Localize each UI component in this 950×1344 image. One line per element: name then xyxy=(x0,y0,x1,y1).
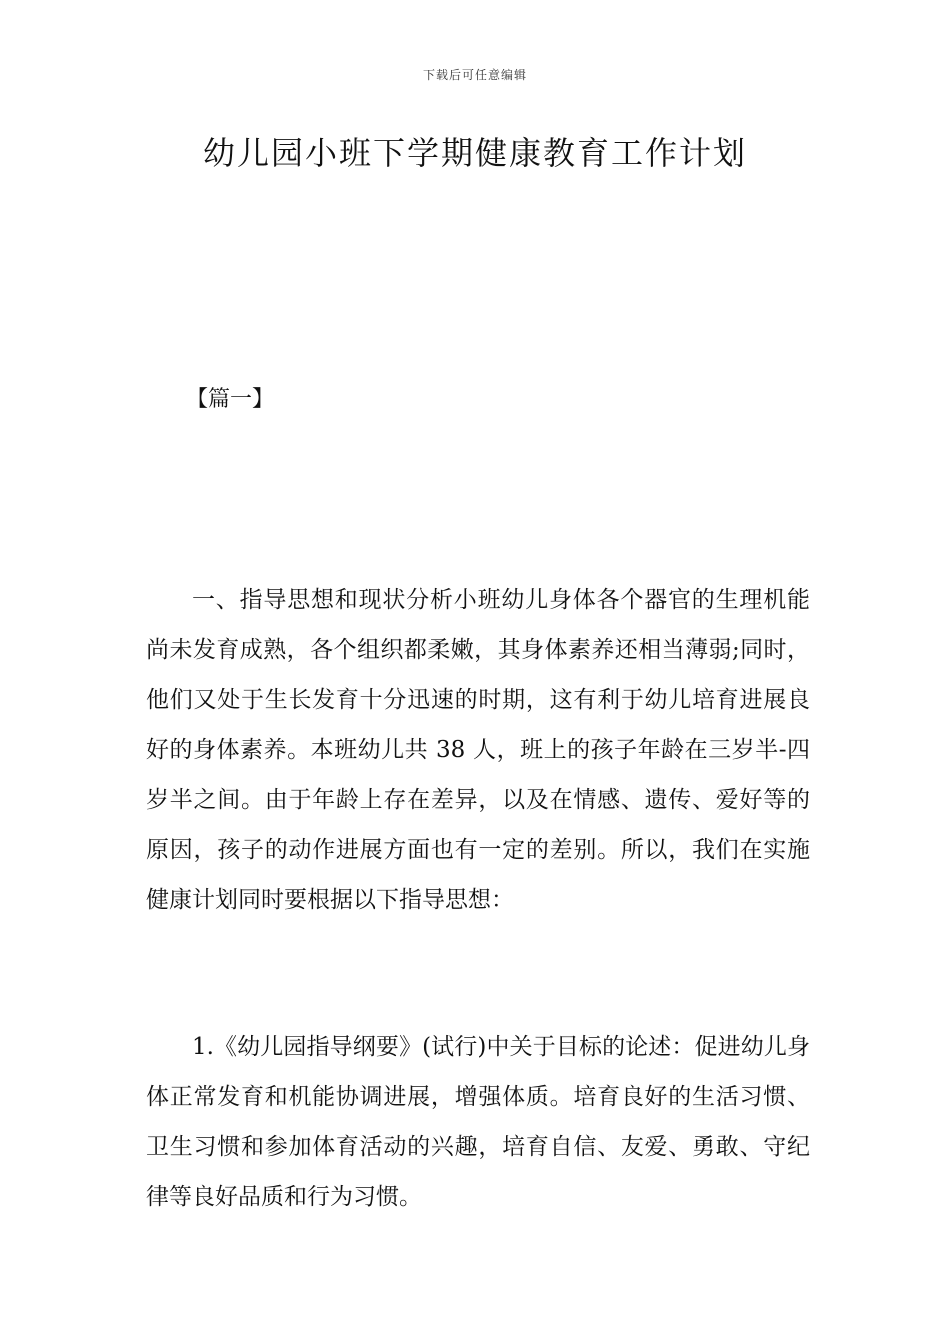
document-title: 幼儿园小班下学期健康教育工作计划 xyxy=(202,134,747,172)
paragraph-guiding-thought: 一、指导思想和现状分析小班幼儿身体各个器官的生理机能尚未发育成熟，各个组织都柔嫩，其身体素养还相当薄弱;同时，他们又处于生长发育十分迅速的时期，这有利于幼儿培育进展良好的身体素养。本班幼儿共 38 人，班上的孩子年龄在三岁半-四岁半之间。由于年龄上存在差异，以及在情感、遗传、爱好等的原因，孩子的动作进展方面也有一定的差别。所以，我们在实施健康计划同时要根据以下指导思想： xyxy=(146,587,810,913)
paragraph-outline-goals: 1.《幼儿园指导纲要》(试行)中关于目标的论述：促进幼儿身体正常发育和机能协调进展，增强体质。培育良好的生活习惯、卫生习惯和参加体育活动的兴趣，培育自信、友爱、勇敢、守纪律等良好品质和行为习惯。 xyxy=(146,1034,810,1210)
section-label: 【篇一】 xyxy=(186,387,275,412)
header-note: 下载后可任意编辑 xyxy=(422,68,527,82)
